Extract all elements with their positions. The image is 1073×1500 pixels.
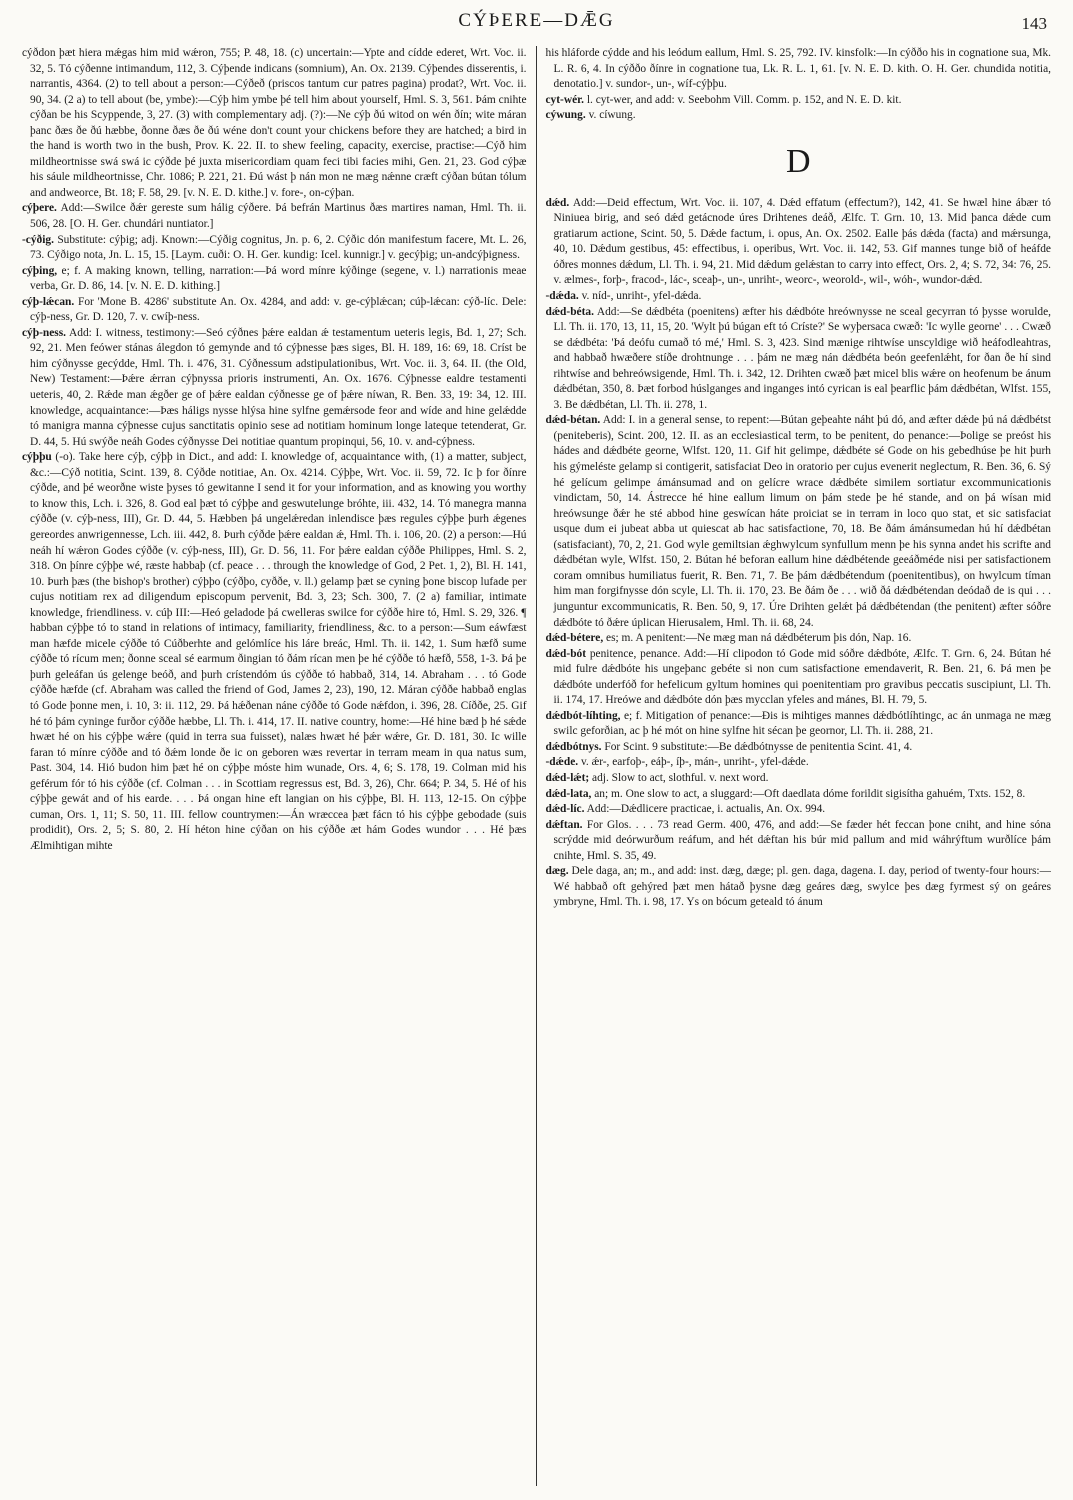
entry-text: e; f. Mitigation of penance:—Ðis is mihtiges mannes dǽdbótlíhtingc, ac án unmaga ne mæg swilc geforðian, ac þ hé mót on hine sylfne hit sécan þe geornor, Ll. Th. ii. 288, 21. <box>553 709 1051 738</box>
dictionary-entry <box>22 450 527 854</box>
entry-text: Add:—Se dǽdbéta (poenitens) æfter his dǽdbóte hreównysse ne sceal gecyrran tó þysse worulde, Ll. Th. ii. 170, 13, 11, 15, 20. 'Wylt þú búgan eft tó Críste?' Se wyþersaca cwæð: 'Ic wylle georne' . . . Cwæð se dǽdbéta: 'Þá deófu cumað tó mé,' Hml. S. 3, 423. Sind mænige rihtwíse unscyldige wið heáfodleahtras, and habbað hwæðere stíðe drohtnunge . . . þám ne mæg nán dǽdbéta beón geefenlǽht, for ðan ðe hí sind rihtwíse and behreówsigende, Hml. Th. i. 342, 12. Drihten cwæð þæt micel blis wǽre on heofenum be ánum dǽdbétan, 350, 8. Þæt forbod húslganges and inganges intó cyrican is eal þearflic þám dǽdbétan, Wlfst. 155, 3. Be dǽdbétan, Ll. Th. ii. 278, 1. <box>553 305 1051 411</box>
entry-text: Add:—Deid effectum, Wrt. Voc. ii. 107, 4. Dǽd effatum (effectum?), 142, 41. Se hwæl hine ábær tó Niniuea birig, and seó dǽd getácnode úres Drihtenes deáð, Ælfc. T. Grn. 10, 13. Mid þanca dǽde cum gratiarum actione, Scint. 50, 5. Dǽde factum, i. opus, An. Ox. 2502. Ealle þás dǽda (facta) and mǽrsunga, 40, 10. Dǽdum gestibus, 45: effectibus, i. operibus, Wrt. Voc. ii. 142, 53. Gif mannes tunge bið of heáfde óðres monnes dǽdum, Ll. Th. i. 94, 21. Mid dǽdum gelǽstan to carry into effect, Ors. 2, 4; S. 72, 34: 76, 25. v. ælmes-, forþ-, fracod-, lác-, sceaþ-, un-, unriht-, weorc-, weorold-, wil-, wóh-, wundor-dǽd. <box>553 196 1051 287</box>
entry-text: cýðdon þæt hiera mǽgas him mid wǽron, 755; P. 48, 18. (c) uncertain:—Ypte and cídde ederet, Wrt. Voc. ii. 32, 5. Tó cýðenne intimandum, 112, 3. Cýþende indicans (somnium), An. Ox. 2139. Cýþendes disserentis, i. narrantis, 4364. (2) to tell about a person:—Cýðeð (priscos tantum cur patres pagina) prodat?, Wrt. Voc. ii. 90, 34. (2 a) to tell about (be, ymbe):—Cýþ him ymbe þé tell him about yourself, Hml. S. 3, 561. Þám cnihte cýðan be his Scyppende, 3, 27. (3) with complementary adj. (?):—Ne cýþ ðú witod on wén ðín; wite máran þanc ðæs ðe ðú hæbbe, ðonne ðæs ðe ðú wéne don't count your chickens before they are hatched; a bird in the hand is worth two in the bush, Prov. K. 22. II. to shew feeling, capacity, exercise, practise:—Cýð him mildheortnisse swá swá ic cýðde þé juxta misericordiam quam feci tibi facies mihi, Gen. 21, 23. God cýþæ his sáule mildheortnisse, Chr. 1086; P. 221, 21. Ðú wást þ nán mon ne mæg nǽnne cræft cýðan bútan tólum and andweorce, Bt. 18; F. 58, 29. [v. N. E. D. kithe.] v. fore-, on-cýþan. <box>22 47 527 199</box>
entry-headword: dǽd-béta. <box>545 305 594 318</box>
entry-text: e; f. A making known, telling, narration:—Þá word mínre kýðinge (segene, v. l.) narrationis meae verba, Gr. D. 86, 14. [v. N. E. D. kithing.] <box>30 264 527 293</box>
text-columns <box>22 46 1051 1486</box>
dictionary-entry <box>546 771 1052 787</box>
entry-headword: -dǽda. <box>545 290 579 303</box>
entry-headword: cýþ-lǽcan. <box>22 295 75 308</box>
entry-text: l. cyt-wer, and add: v. Seebohm Vill. Comm. p. 152, and N. E. D. kit. <box>586 93 902 106</box>
entry-text: an; m. One slow to act, a sluggard:—Oft daedlata dóme forildit sigisíthа gahuém, Txts. 152, 8. <box>594 787 1026 800</box>
entry-text: adj. Slow to act, slothful. v. next word. <box>592 771 769 784</box>
entry-headword: cýþ-ness. <box>22 326 66 339</box>
entry-headword: dǽftan. <box>545 818 583 831</box>
entry-headword: -cýðig. <box>22 233 54 246</box>
right-column <box>537 46 1052 1486</box>
entry-text: (-o). Take here cýþ, cýþþ in Dict., and add: I. knowledge of, acquaintance with, (1) a matter, subject, &c.:—Cýð notitia, Scint. 139, 8. Cýðde notitiae, An. Ox. 4214. Cýþþe, Wrt. Voc. ii. 59, 72. Ic þ for ðínre cýðde, and þé weorðne wiste þyses tó gewitanne I send it for your information, and as knowing you worthy to know this, Lch. i. 326, 8. God eal þæt tó cýþþe and geswutelunge bróhte, iii. 432, 14. Tó manegra manna cýððe (v. cýþ-ness, III), Gr. D. 44, 5. Hæbben þá ungelǽredan inlendisce þæs regules cýþþe þurh ǽgenes gereordes anwrigennesse, Lch. iii. 442, 8. Þurh cýðde þǽre ealdan ǽ, Hml. Th. i. 106, 20. (2) a person:—Hú neáh hí wǽron Godes cýððe (v. cýþ-ness, III), Gr. D. 56, 11. For þǽre ealdan cýððe Philippes, Hml. S. 2, 318. On þínre cýþþe wé, ræste habbaþ (cf. peace . . . through the knowledge of God, 2 Pet. 1, 2), Bl. H. 141, 10. Þurh þæs (the bishop's brother) cýþþo (cýðþo, cyððe, v. ll.) gelamp þæt se cyning þone biscop lufade per cujus notitiam rex ad diligendum episcopum pervenit, Bd. 3, 23; Sch. 300, 7. (2 a) familiar, intimate knowledge, friendliness. v. cúþ III:—Heó geladode þá cwelleras swilce for cýððe hire tó, Hml. S. 29, 326. ¶ habban cýþþe tó to stand in relations of intimacy, familiarity, friendliness, &c. to a person:—Sum eáwfæst man hæfde micele cýððe tó Cúðberhte and gelómlíce his láre breác, Hml. Th. ii. 142, 1. Sum hæfð sume cýððe tó rícum men; ðonne sceal sé earmum ðingian tó ðám rícan men þe hé cýððe tó hæfð, 558, 1-3. Þá þe þurh geleáfan ús gelenge beóð, and þurh crístendóm ús cýððe tó habbað, 314, 14. Abraham . . . tó Gode cýððe hæfde (cf. Abraham was called the friend of God, James 2, 23), 190, 12. Máran cýððe habbað englas tó Gode þonne men, i. 10, 3: ii. 112, 29. Þá hǽðenan náne cýððe tó Gode nǽfdon, i. 396, 28. Cíððe, 25. Gif hé tó þám cyninge furðor cýððe hæbbe, Ll. Th. i. 414, 17. II. native country, home:—Hé hine bæd þ hé sǽde hwæt hé on his cýþþe wǽre (quid in terra sua fuisset), nalæs hwæt hé þǽr wǽre, Gr. D. 181, 30. Ic wille faran tó mínre cýððe and tó ðǽm londe ðe ic on geboren wæs revertar in terram meam in qua natus sum, Past. 304, 14. Hió budon him þæt hé on cýþþe móste him wunade, Ors. 4, 6; S. 178, 19. Colman mid his geférum fór tó his cýððe (cf. Colman . . . in Scottiam regressus est, Bd. 3, 26), Chr. 664; P. 34, 5. Hé of his cýþþe gewát and of his earde. . . . Þá ongan hine eft langian on his cýþþe, Bl. H. 113, 12-15. On cýþþe cuman, Ors. 1, 11; S. 50, 11. III. fellow countrymen:—Án wræccea þæt fácn tó his cýþþe gebodade (suis prodidit), Ors. 2, 5; S. 80, 2. Hí héton hine cýðan on his cýððe æt hám Godes wundor . . . Hé þæs Ælmihtigan mihte <box>30 451 527 852</box>
dictionary-entry <box>546 93 1052 109</box>
entry-headword: dǽd-bót <box>545 647 587 660</box>
dictionary-entry <box>22 46 527 201</box>
dictionary-entry <box>546 196 1052 289</box>
entry-text: Dele daga, an; m., and add: inst. dæg, dæge; pl. gen. daga, dagena. I. day, period of twenty-four hours:—Wé habbað oft gehýred þæt men hátað þysne dæg geáres dæg, swylce þes dæg fyrmest sý on geáres ymbryne, Hml. Th. i. 98, 17. Ys on bócum geteald tó ánum <box>553 865 1051 909</box>
entry-text: Add:—Dǽdlicere practicae, i. actualis, An. Ox. 994. <box>586 803 826 816</box>
entry-headword: dǽd-bétere, <box>545 632 604 645</box>
entry-text: v. ǽr-, earfoþ-, eáþ-, íþ-, mán-, unriht-, yfel-dǽde. <box>580 756 809 769</box>
dictionary-entry <box>546 755 1052 771</box>
right-column-entries <box>546 196 1052 911</box>
entry-text: Add:—Swilce ðǽr gereste sum hálig cýðere. Þá befrán Martinus ðæs martires naman, Hml. Th. ii. 506, 28. [O. H. Ger. chundári nuntiator.] <box>30 202 527 231</box>
entry-text: penitence, penance. Add:—Hí clipodon tó Gode mid sóðre dǽdbóte, Ælfc. T. Grn. 6, 24. Bútan hé mid fulre dǽdbóte his ungeþanc gebéte si non cum satisfactione emendaverit, R. Ben. 21, 6. Þá men þe dǽdbóte underfóð for hefelicum gyltum homines qui poenitentiam pro gravibus peccatis suscipiunt, Ll. Th. ii. 174, 17. Hreówe and dǽdbóte dón þæs mycclan yfeles and mánes, Bl. H. 79, 5. <box>553 647 1051 707</box>
dictionary-entry <box>546 647 1052 709</box>
entry-headword: cýþere. <box>22 202 57 215</box>
dictionary-entry <box>546 289 1052 305</box>
entry-headword: cýwung. <box>545 109 586 122</box>
dictionary-entry <box>22 295 527 326</box>
dictionary-entry <box>546 108 1052 124</box>
dictionary-entry <box>546 413 1052 631</box>
dictionary-entry <box>22 264 527 295</box>
dictionary-entry <box>546 46 1052 93</box>
entry-headword: dæg. <box>545 865 569 878</box>
entry-text: For 'Mone B. 4286' substitute An. Ox. 4284, and add: v. ge-cýþlǽcan; cúþ-lǽcan: cýð-líc. Dele: cýþ-ness, Gr. D. 120, 7. v. cwíþ-ness. <box>30 295 527 324</box>
entry-headword: dǽd-lata, <box>545 787 592 800</box>
entry-headword: dǽd. <box>545 196 570 209</box>
section-letter: D <box>785 142 811 180</box>
entry-text: Add: I. in a general sense, to repent:—Bútan geþeahte náht þú dó, and æfter dǽde þú ná dǽdbétst (peniteberis), Scint. 200, 12. II. as an ecclesiastical term, to be penitent, do penance:—Þolige se preóst his hádes and dǽdbéte georne, Wlfst. 120, 11. Gif hit gelimpe, dǽdbéte sé Gode on his gebedhúse þe hit þurh his gýmeléste gelamp si contigerit, satisfaciat Deo in oratorio per cujus evenerit neglectum, R. Ben. 36, 6. Sý hé gelícum gelimpe ámánsumad and on gelícre wrace dǽdbéte similem sortiatur excommunicationis vindictam, 50, 14. Ástrecce hé hine eallum limum on þám stede þe hé stande, and on þá wísan mid hreówsunge ðǽr he sté abbod hine geswícan háte proiciat se in terram in loco quo stat, et sic satisfaciat usque dum ei jubeat abba ut quiescat ab hac satisfactione, 70, 18. Be ðám ámánsumedan hú hí dǽdbétan (satisfaciant), 70, 2, 21. God wyle gemiltsian ǽghwylcum synfullum menn þe his synna andet his scrifte and dǽdbétan wyle, Wlfst. 150, 2. Bútan hé beforan eallum hine dǽdbétende geeáðméde nisi per satisfactionem coram omnibus humiliatus fuerit, R. Ben. 71, 7. Be þám dǽdbétendum (poenitentibus), on hwylcum tíman him man forgifnysse dón scyle, Ll. Th. ii. 170, 23. Be ðám ðe . . . wið ðá dǽdbétendan deódað de is qui . . . junguntur excommunicatis, R. Ben. 50, 9, 17. Úre Drihten gelǽt þá dǽdbétendan (the penitent) æfter sóðre dǽdbóte tó ðǽre úplican Hierusalem, Hml. Th. ii. 68, 24. <box>553 414 1051 629</box>
dictionary-entry <box>546 787 1052 803</box>
dictionary-entry <box>546 305 1052 414</box>
dictionary-entry <box>22 233 527 264</box>
entry-text: v. níd-, unriht-, yfel-dǽda. <box>581 290 702 303</box>
dictionary-entry <box>22 201 527 232</box>
dictionary-entry <box>546 818 1052 865</box>
entry-headword: cýþþu <box>22 451 52 464</box>
entry-headword: dǽd-líc. <box>545 803 585 816</box>
entry-text: his hláforde cýdde and his leódum eallum, Hml. S. 25, 792. IV. kinsfolk:—In cýððo his in cognatione sua, Mk. L. R. 6, 4. In cýððo ðínre in cognatione tua, Lk. R. L. 1, 61. [v. N. E. D. kith. O. H. Ger. chundida notitia, denotatio.] v. sundor-, un-, wíf-cýþþu. <box>545 47 1051 91</box>
running-head-title: CÝÞERE—DǢG <box>458 10 615 31</box>
entry-text: For Scint. 9 substitute:—Be dǽdbótnysse de penitentia Scint. 41, 4. <box>604 740 913 753</box>
dictionary-entry <box>546 802 1052 818</box>
entry-headword: dǽd-lǽt; <box>545 771 590 784</box>
entry-text: Add: I. witness, testimony:—Seó cýðnes þǽre ealdan ǽ testamentum ueteris legis, Bd. 1, 27; Sch. 92, 21. Men feówer stánas álegdon tó gemynde and tó cýþnesse þæs siges, Bl. H. 189, 16: 69, 18. Críst be him cýðnysse gecýdde, Hml. Th. i. 476, 31. Cýðnessum adstipulationibus, Wrt. Voc. ii. 3, 64. II. (the Old, New) Testament:—Þǽre ǽrran cýþnyssa prioris instrumenti, An. Ox. 1676. Cýþnesse ealdre testamenti ueteris, 40, 2. Rǽde man ǽgðer ge of þǽre ealdan cýðnesse ge of þǽre níwan, R. Ben. 33, 19: 34, 12. III. knowledge, acquaintance:—Þæs háligs nysse hlýsa hine sylfne gemǽrsode feor and wíde and hine gelǽdde tó manigra manna cýþnesse cujus sanctitatis opinio sese ad notitiam hominum longe lateque tetenderat, Gr. D. 44, 5. Hú swýðe neáh Godes cýðnysse Dei notitiae quantum propinqui, 56, 10. v. and-cýþness. <box>30 326 527 448</box>
right-column-top-entries <box>546 46 1052 124</box>
running-head <box>22 6 1051 46</box>
page-number: 143 <box>1021 14 1047 33</box>
entry-headword: cýþing, <box>22 264 58 277</box>
entry-text: For Glos. . . . 73 read Germ. 400, 476, and add:—Se fæder hét feccan þone cniht, and hine sóna scrýdde mid deórwurðum reáfum, and hét dǽftan his búr mid pallum and mid wáhrýftum wurðlíce þám cnihte, Hml. S. 35, 49. <box>553 818 1051 862</box>
dictionary-entry <box>546 631 1052 647</box>
entry-headword: cyt-wér. <box>545 93 584 106</box>
dictionary-entry <box>546 864 1052 911</box>
dictionary-entry <box>22 326 527 450</box>
entry-headword: dǽdbót-líhting, <box>545 709 621 722</box>
dictionary-entry <box>546 740 1052 756</box>
entry-text: v. cíwung. <box>588 109 636 122</box>
entry-text: es; m. A penitent:—Ne mæg man ná dǽdbéterum þis dón, Nap. 16. <box>606 632 912 645</box>
entry-headword: dǽd-bétan. <box>545 414 601 427</box>
entry-headword: dǽdbótnys. <box>545 740 602 753</box>
left-column <box>22 46 537 1486</box>
entry-headword: -dǽde. <box>545 756 579 769</box>
dictionary-entry <box>546 709 1052 740</box>
entry-text: Substitute: cýþig; adj. Known:—Cýðig cognitus, Jn. p. 6, 2. Cýðic dón manifestum facere, Mt. L. 26, 73. Cýðigo nota, Jn. L. 15, 15. [Laym. cuði: O. H. Ger. kundig: Icel. kunnigr.] v. gecýþig; un-andcýþigness. <box>30 233 527 262</box>
